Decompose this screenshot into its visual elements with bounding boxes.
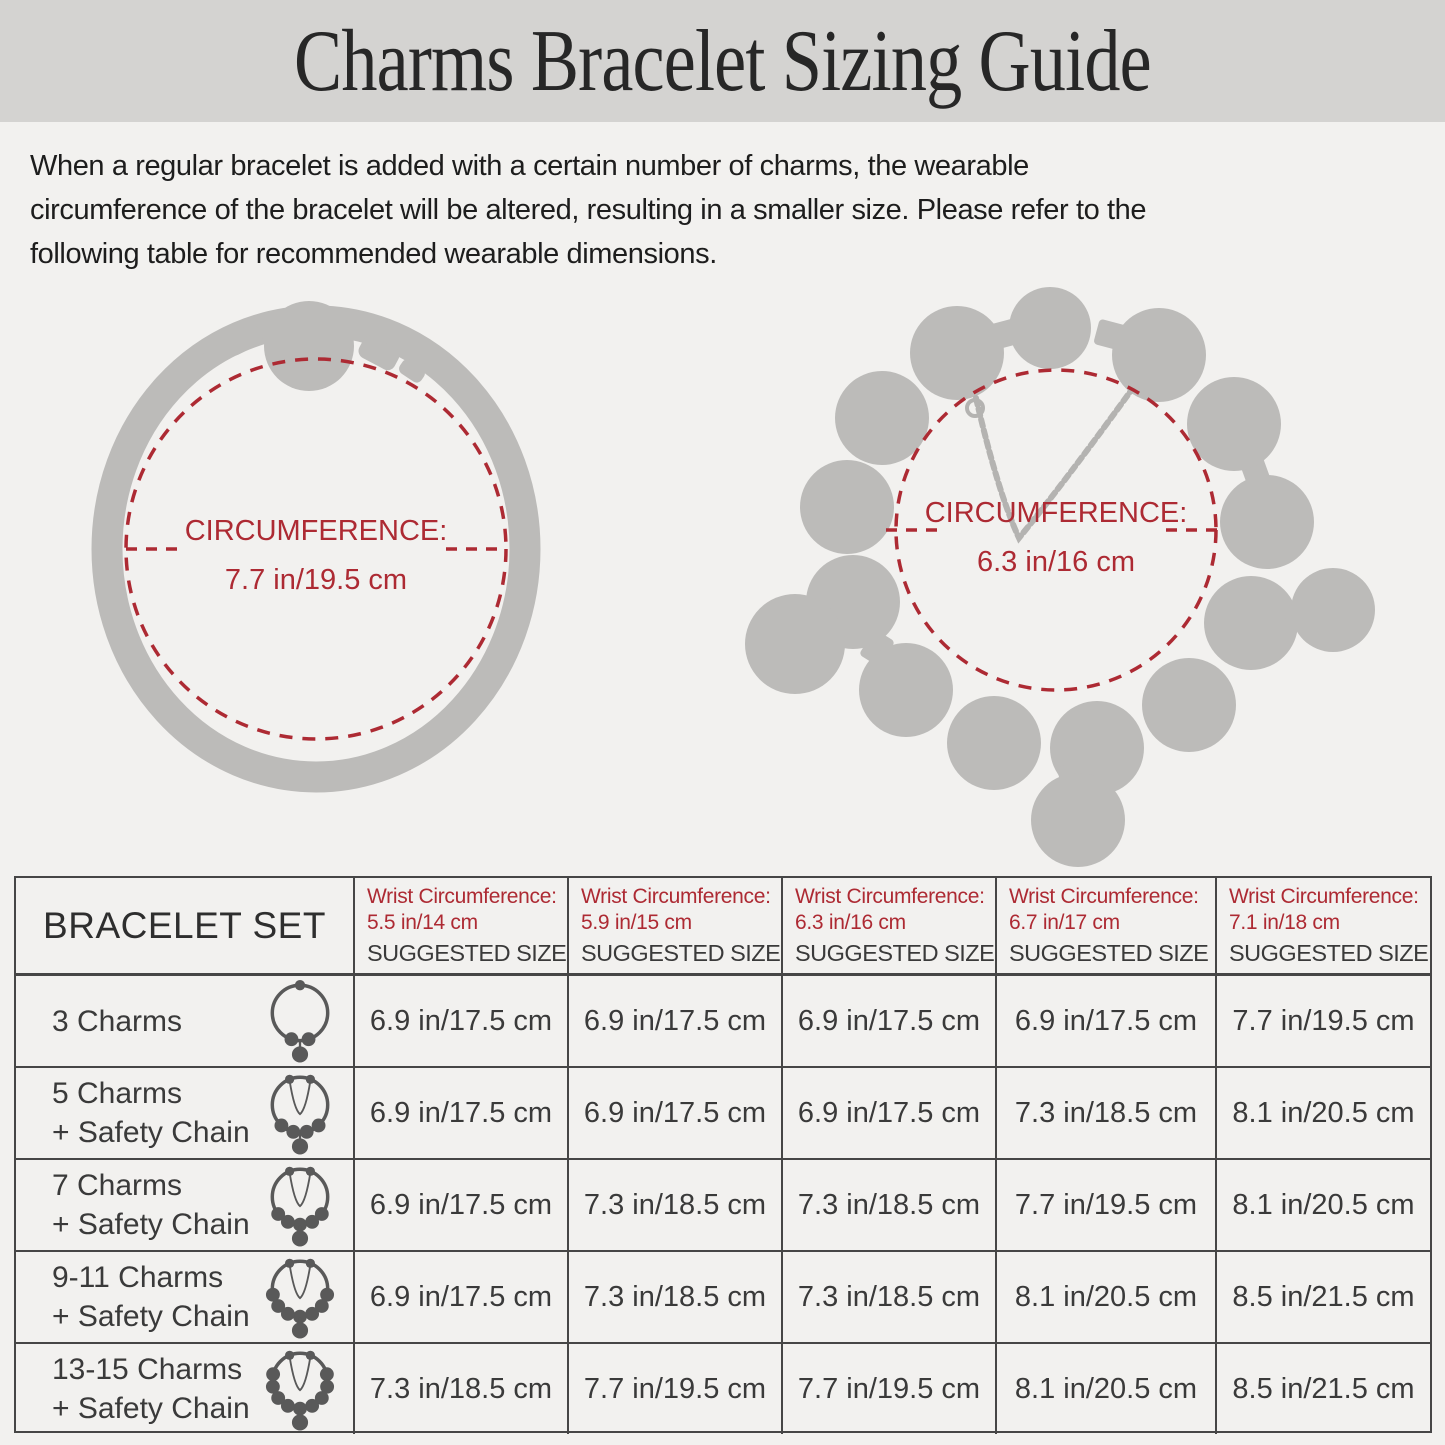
circumference-value: 6.3 in/16 cm [977, 546, 1135, 578]
intro-line: circumference of the bracelet will be altered, resulting in a smaller size. Please refer to the [30, 194, 1147, 226]
suggested-size-cell: 7.7 in/19.5 cm [997, 1160, 1217, 1252]
wrist-circumference-prefix: Wrist Circumference: [795, 885, 985, 908]
wrist-circumference-size: 6.7 in/17 cm [1009, 911, 1120, 934]
suggested-size-cell: 6.9 in/17.5 cm [783, 976, 997, 1068]
suggested-size-cell: 7.3 in/18.5 cm [569, 1252, 783, 1344]
suggested-size-label: SUGGESTED SIZE [581, 940, 781, 966]
suggested-size-label: SUGGESTED SIZE [367, 940, 567, 966]
suggested-size-cell: 7.7 in/19.5 cm [569, 1344, 783, 1434]
intro-paragraph [30, 144, 1146, 276]
wrist-circumference-prefix: Wrist Circumference: [1009, 885, 1199, 908]
bracelet-set-row-label [16, 1252, 355, 1344]
wrist-circumference-prefix: Wrist Circumference: [367, 885, 557, 908]
bracelet-set-label-line: + Safety Chain [52, 1300, 250, 1333]
suggested-size-cell: 6.9 in/17.5 cm [569, 976, 783, 1068]
wrist-circumference-prefix: Wrist Circumference: [1229, 885, 1419, 908]
bracelet-set-icon-wrap [263, 1160, 337, 1250]
suggested-size-cell: 6.9 in/17.5 cm [569, 1068, 783, 1160]
dangling-charm [1291, 568, 1375, 652]
suggested-size-label: SUGGESTED SIZE [795, 940, 995, 966]
bracelet-set-label-line: 5 Charms [52, 1077, 183, 1110]
suggested-size-cell: 6.9 in/17.5 cm [783, 1068, 997, 1160]
wrist-circumference-size: 5.9 in/15 cm [581, 911, 692, 934]
bracelet-set-row-label [16, 1160, 355, 1252]
suggested-size-cell: 8.5 in/21.5 cm [1217, 1252, 1430, 1344]
suggested-size-label: SUGGESTED SIZE [1229, 940, 1429, 966]
wrist-circumference-header [997, 878, 1217, 976]
masthead-band [0, 0, 1445, 122]
bracelet-set-icon [263, 976, 337, 1066]
suggested-size-cell: 8.1 in/20.5 cm [1217, 1160, 1430, 1252]
bracelet-set-label-lines [52, 1002, 182, 1041]
suggested-size-cell: 8.1 in/20.5 cm [997, 1252, 1217, 1344]
suggested-size-cell: 7.3 in/18.5 cm [355, 1344, 569, 1434]
bracelet-set-icon [263, 1068, 337, 1158]
bracelet-set-row-label [16, 1344, 355, 1434]
suggested-size-cell: 6.9 in/17.5 cm [355, 976, 569, 1068]
bracelet-set-label-line: + Safety Chain [52, 1208, 250, 1241]
bracelet-set-label-line: + Safety Chain [52, 1116, 250, 1149]
bracelet-set-icon-wrap [263, 1252, 337, 1342]
bracelet-set-header: BRACELET SET [16, 878, 355, 976]
wrist-circumference-header [1217, 878, 1430, 976]
bracelet-diagrams [0, 268, 1445, 874]
bracelet-set-icon [263, 1160, 337, 1250]
suggested-size-cell: 8.1 in/20.5 cm [1217, 1068, 1430, 1160]
dangling-charm [745, 594, 845, 694]
sizing-table [14, 876, 1432, 1433]
suggested-size-cell: 7.3 in/18.5 cm [997, 1068, 1217, 1160]
bracelet-set-row-label [16, 976, 355, 1068]
suggested-size-cell: 6.9 in/17.5 cm [355, 1160, 569, 1252]
bracelet-set-label-lines [52, 1074, 250, 1152]
suggested-size-cell: 7.7 in/19.5 cm [1217, 976, 1430, 1068]
page-title: Charms Bracelet Sizing Guide [294, 12, 1151, 110]
dangling-charm [1031, 773, 1125, 867]
plain-bracelet-figure [107, 301, 525, 777]
bracelet-set-icon [263, 1252, 337, 1342]
suggested-size-cell: 6.9 in/17.5 cm [355, 1068, 569, 1160]
bracelet-set-label-line: 13-15 Charms [52, 1353, 243, 1386]
intro-line: When a regular bracelet is added with a certain number of charms, the wearable [30, 150, 1029, 182]
wrist-circumference-header [355, 878, 569, 976]
wrist-circumference-size: 5.5 in/14 cm [367, 911, 478, 934]
bracelet-set-icon-wrap [263, 1068, 337, 1158]
bracelet-set-label-line: 9-11 Charms [52, 1261, 224, 1294]
suggested-size-label: SUGGESTED SIZE [1009, 940, 1209, 966]
wrist-circumference-header [783, 878, 997, 976]
wrist-circumference-size: 7.1 in/18 cm [1229, 911, 1340, 934]
wrist-circumference-prefix: Wrist Circumference: [581, 885, 771, 908]
charm-bracelet-figure [745, 287, 1375, 867]
bracelet-set-label-lines [52, 1350, 250, 1428]
circumference-value: 7.7 in/19.5 cm [224, 564, 408, 596]
bracelet-set-icon-wrap [263, 976, 337, 1066]
suggested-size-cell: 7.7 in/19.5 cm [783, 1344, 997, 1434]
suggested-size-cell: 8.1 in/20.5 cm [997, 1344, 1217, 1434]
bracelet-clasp [1009, 287, 1091, 369]
bracelet-set-icon-wrap [263, 1344, 337, 1434]
suggested-size-cell: 6.9 in/17.5 cm [355, 1252, 569, 1344]
suggested-size-cell: 8.5 in/21.5 cm [1232, 1372, 1415, 1405]
circumference-label: CIRCUMFERENCE: [184, 515, 448, 547]
wrist-circumference-header [569, 878, 783, 976]
suggested-size-cell: 7.3 in/18.5 cm [569, 1160, 783, 1252]
bracelet-set-label-line: + Safety Chain [52, 1392, 250, 1425]
bracelet-set-label-line: 3 Charms [52, 1004, 183, 1038]
wrist-circumference-size: 6.3 in/16 cm [795, 911, 906, 934]
suggested-size-cell: 7.3 in/18.5 cm [783, 1160, 997, 1252]
charm-bead-ring [800, 287, 1314, 795]
bracelet-set-row-label [16, 1068, 355, 1160]
suggested-size-cell: 7.3 in/18.5 cm [783, 1252, 997, 1344]
circumference-label: CIRCUMFERENCE: [924, 497, 1188, 529]
suggested-size-cell: 6.9 in/17.5 cm [997, 976, 1217, 1068]
bracelet-clasp [264, 301, 354, 391]
bracelet-set-label-lines [52, 1166, 250, 1244]
bracelet-set-label-lines [52, 1258, 250, 1336]
intro-line: following table for recommended wearable dimensions. [30, 238, 717, 270]
bracelet-set-icon [263, 1344, 337, 1434]
bracelet-set-label-line: 7 Charms [52, 1169, 183, 1202]
